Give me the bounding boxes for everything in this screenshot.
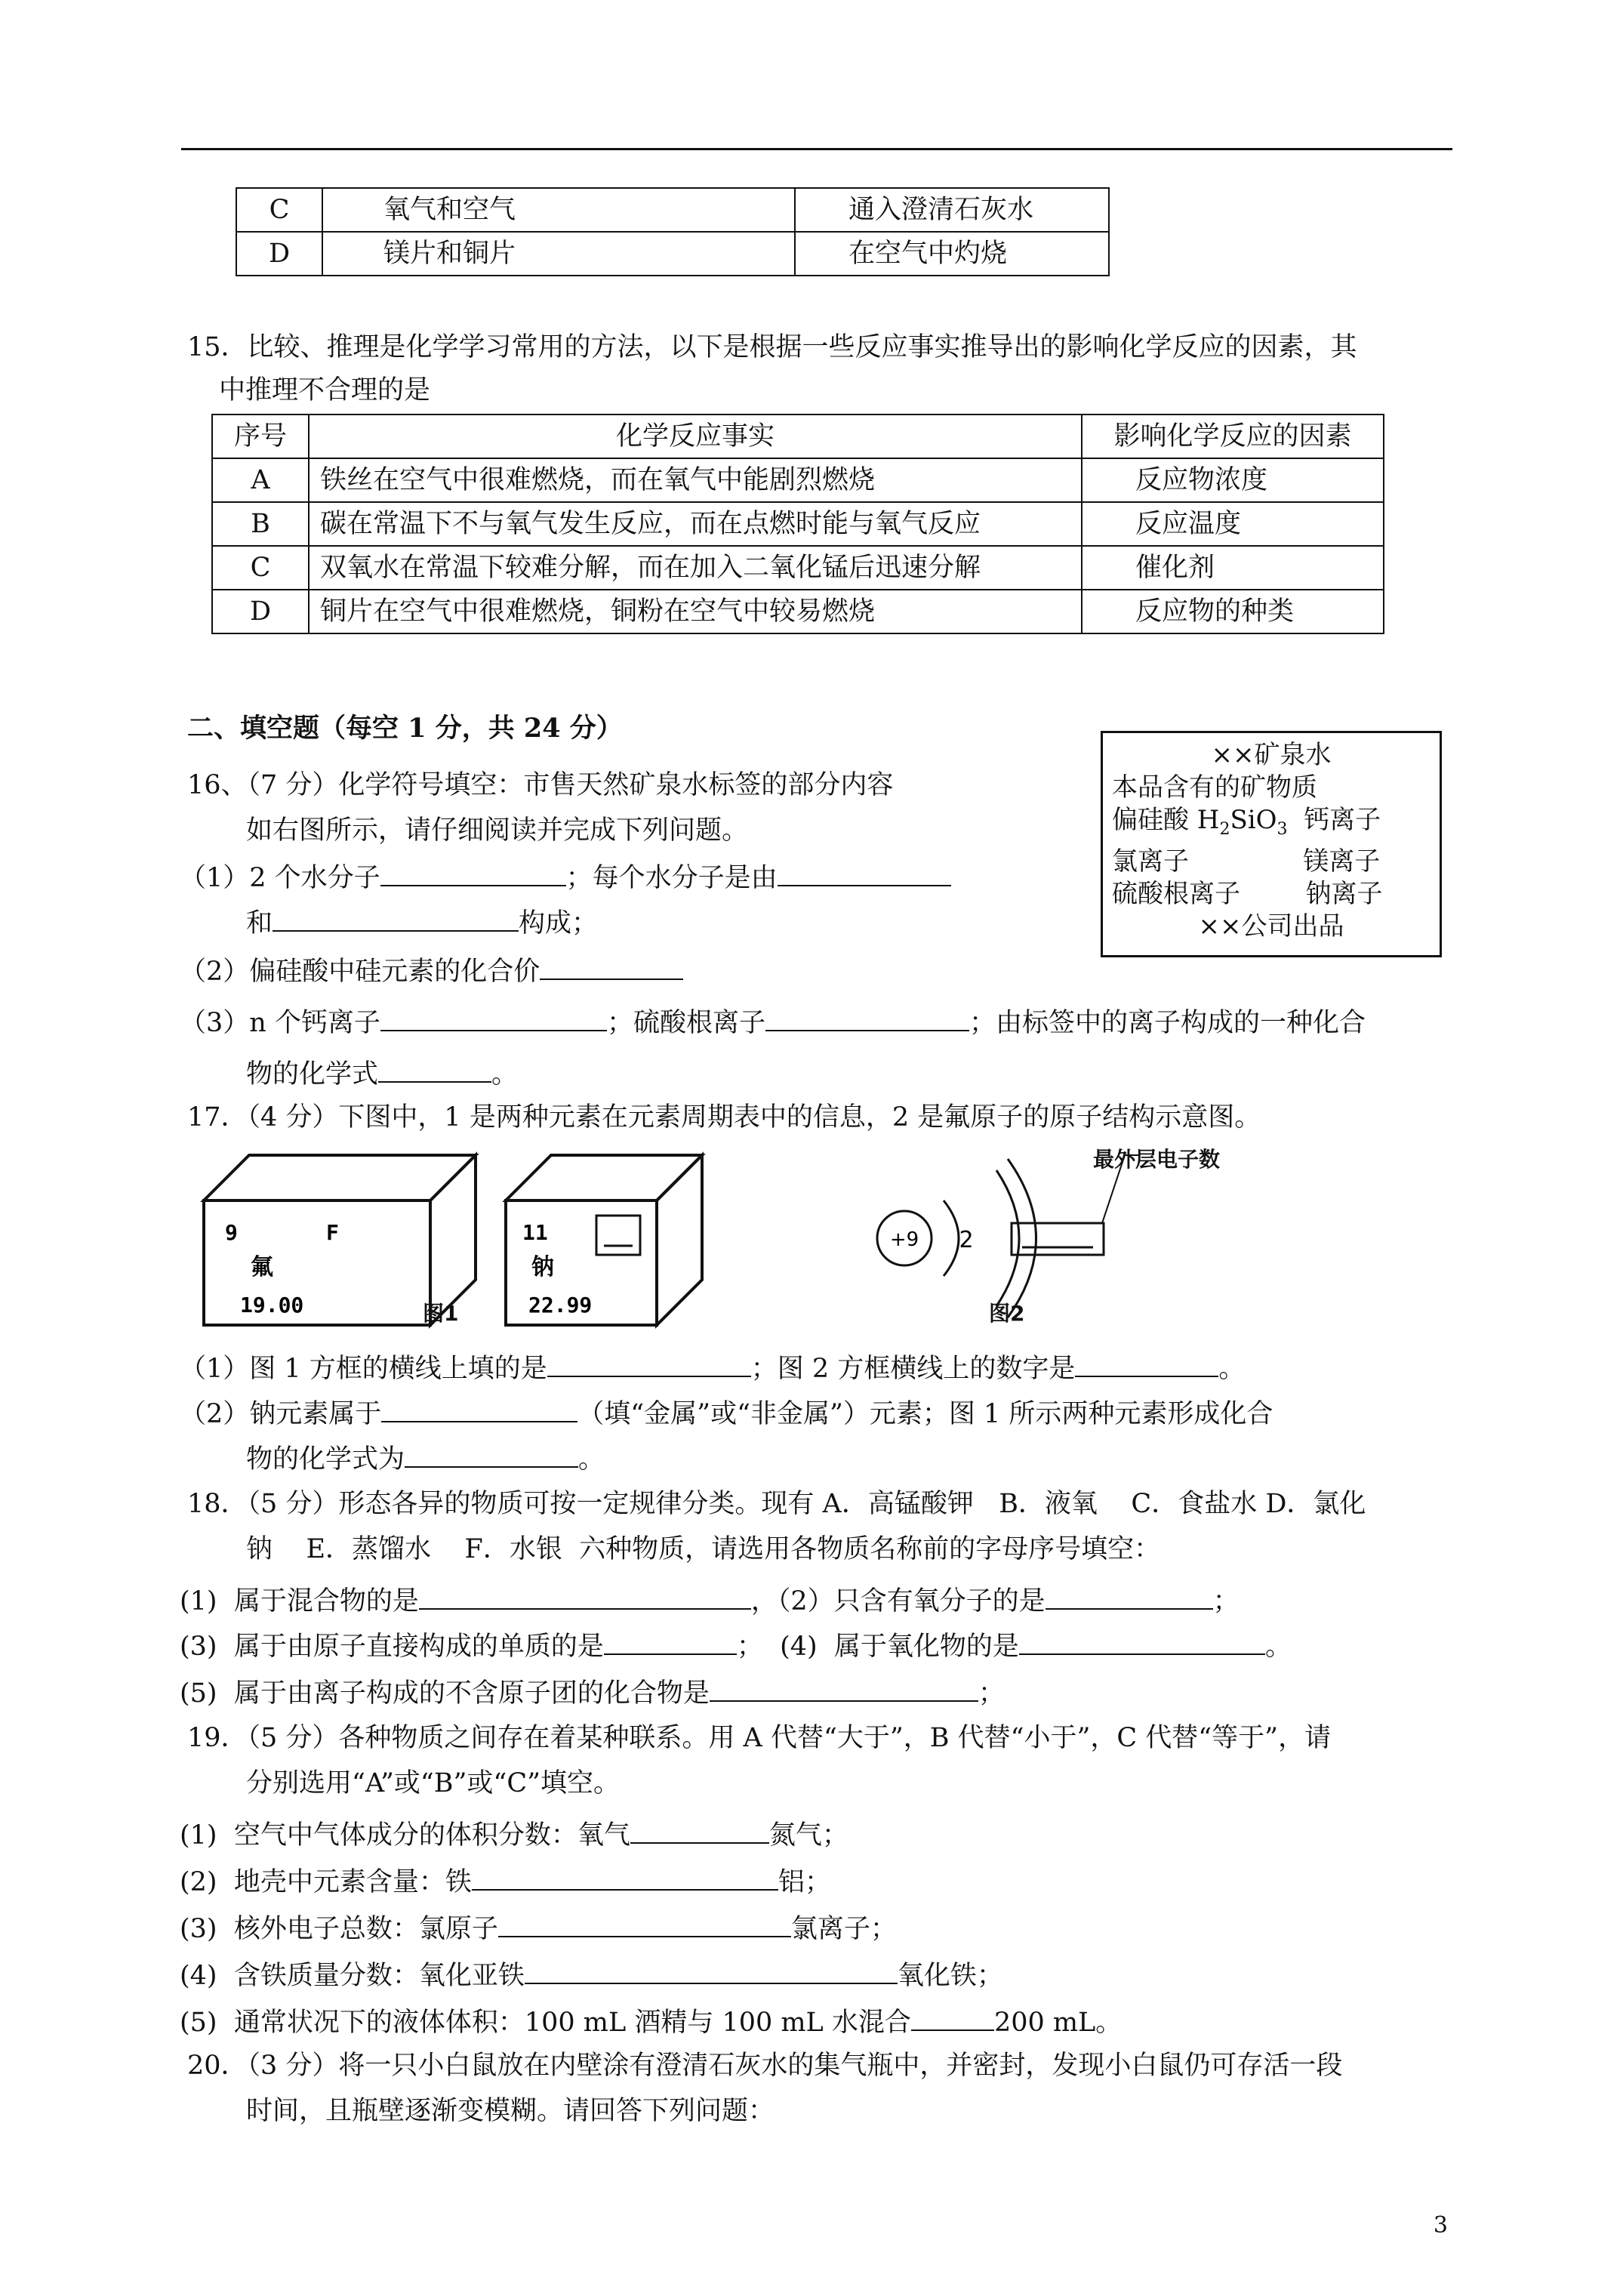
atomic-number: 11 <box>522 1220 548 1245</box>
inner-shell-count: 2 <box>959 1227 974 1253</box>
answer-blank[interactable] <box>525 1957 898 1984</box>
symbol-blank-box[interactable] <box>596 1216 640 1255</box>
figure-2-label: 图2 <box>989 1301 1025 1326</box>
q16-line3: （1）2 个水分子 ；每个水分子是由 <box>180 859 951 895</box>
answer-blank[interactable] <box>378 1056 491 1083</box>
answer-blank[interactable] <box>380 1004 607 1031</box>
q20-line2: 时间，且瓶壁逐渐变模糊。请回答下列问题： <box>246 2096 775 2126</box>
answer-blank[interactable] <box>1019 1628 1265 1655</box>
q16-line4: 和 构成； <box>246 905 598 940</box>
q15-line2: 中推理不合理的是 <box>219 375 431 405</box>
table-row: D 镁片和铜片 在空气中灼烧 <box>236 232 1109 276</box>
table-header-row: 序号 化学反应事实 影响化学反应的因素 <box>212 415 1384 458</box>
header-rule <box>181 148 1452 150</box>
table-q14-continued <box>236 187 1110 276</box>
answer-blank[interactable] <box>419 1583 751 1610</box>
periodic-box-sodium <box>506 1155 702 1325</box>
q18-line2: 钠 E．蒸馏水 F．水银 六种物质，请选用各物质名称前的字母序号填空： <box>246 1534 1161 1564</box>
answer-blank[interactable] <box>1075 1350 1218 1377</box>
q18-line1: 18．（5 分）形态各异的物质可按一定规律分类。现有 A．高锰酸钾 B．液氧 C．食盐水 D．氯化 <box>187 1489 1366 1519</box>
q19-line6: (4) 含铁质量分数：氧化亚铁 氧化铁； <box>180 1957 1003 1992</box>
element-name: 氟 <box>251 1254 273 1281</box>
section-heading: 二、填空题（每空 1 分，共 24 分） <box>187 713 623 744</box>
q18-line5: (5) 属于由离子构成的不含原子团的化合物是 ； <box>180 1675 1005 1710</box>
q19-line2: 分别选用“A”或“B”或“C”填空。 <box>246 1768 620 1798</box>
q17-line4: 物的化学式为 。 <box>246 1441 605 1476</box>
answer-blank[interactable] <box>498 1910 791 1937</box>
q17-line2: （1）图 1 方框的横线上填的是 ；图 2 方框横线上的数字是 。 <box>180 1350 1245 1385</box>
table-row: C 双氧水在常温下较难分解，而在加入二氧化锰后迅速分解 催化剂 <box>212 546 1384 590</box>
atomic-mass: 19.00 <box>240 1293 304 1318</box>
answer-blank[interactable] <box>765 1004 969 1031</box>
answer-blank[interactable] <box>405 1441 578 1468</box>
answer-blank[interactable] <box>911 2004 994 2031</box>
q19-line7: (5) 通常状况下的液体体积：100 mL 酒精与 100 mL 水混合 200 mL。 <box>180 2004 1122 2039</box>
q19-line1: 19．（5 分）各种物质之间存在着某种联系。用 A 代替“大于”，B 代替“小于”，C 代替“等于”，请 <box>187 1723 1332 1753</box>
q16-line2: 如右图所示，请仔细阅读并完成下列问题。 <box>246 815 749 846</box>
answer-blank[interactable] <box>1046 1583 1213 1610</box>
answer-blank[interactable] <box>710 1675 978 1702</box>
q20-line1: 20．（3 分）将一只小白鼠放在内壁涂有澄清石灰水的集气瓶中，并密封，发现小白鼠仍可存活一段 <box>187 2051 1343 2081</box>
table-row: B 碳在常温下不与氧气发生反应，而在点燃时能与氧气反应 反应温度 <box>212 502 1384 546</box>
answer-blank[interactable] <box>540 953 683 980</box>
table-row: C 氧气和空气 通入澄清石灰水 <box>236 188 1109 232</box>
atomic-number: 9 <box>225 1220 238 1245</box>
mineral-water-label: ××矿泉水 本品含有的矿物质 偏硅酸 $H_2SiO_3$ 钙离子 氯离子 镁离子 硫酸根离子 钠离子 ××公司出品 <box>1101 731 1442 957</box>
figure-1-label: 图1 <box>423 1301 459 1326</box>
q19-line5: (3) 核外电子总数：氯原子 氯离子； <box>180 1910 897 1946</box>
element-symbol: F <box>326 1220 339 1245</box>
q16-line1: 16、（7 分）化学符号填空：市售天然矿泉水标签的部分内容 <box>187 770 894 800</box>
atomic-mass: 22.99 <box>528 1293 593 1318</box>
q17-line1: 17．（4 分）下图中，1 是两种元素在元素周期表中的信息，2 是氟原子的原子结构示意图。 <box>187 1102 1261 1133</box>
outer-shell-blank-box[interactable] <box>1012 1223 1104 1255</box>
answer-blank[interactable] <box>273 905 519 932</box>
table-row: D 铜片在空气中很难燃烧，铜粉在空气中较易燃烧 反应物的种类 <box>212 590 1384 633</box>
page-number: 3 <box>1433 2212 1448 2239</box>
answer-blank[interactable] <box>380 859 566 886</box>
q18-line3: (1) 属于混合物的是 ，（2）只含有氧分子的是 ； <box>180 1583 1240 1618</box>
table-q15 <box>211 414 1384 634</box>
answer-blank[interactable] <box>547 1350 751 1377</box>
answer-blank[interactable] <box>604 1628 737 1655</box>
answer-blank[interactable] <box>630 1817 769 1844</box>
q16-line6: （3）n 个钙离子 ；硫酸根离子 ；由标签中的离子构成的一种化合 <box>180 1004 1366 1040</box>
answer-blank[interactable] <box>778 859 951 886</box>
q19-line4: (2) 地壳中元素含量：铁 铝； <box>180 1863 831 1899</box>
q16-line5: （2）偏硅酸中硅元素的化合价 <box>180 953 683 988</box>
q18-line4: (3) 属于由原子直接构成的单质的是 ； (4) 属于氧化物的是 。 <box>180 1628 1292 1663</box>
q17-line3: （2）钠元素属于 （填“金属”或“非金属”）元素；图 1 所示两种元素形成化合 <box>180 1395 1273 1431</box>
callout-label: 最外层电子数 <box>1093 1147 1221 1172</box>
q15-line1: 15．比较、推理是化学学习常用的方法，以下是根据一些反应事实推导出的影响化学反应的因素，其 <box>187 332 1357 362</box>
element-name: 钠 <box>531 1254 554 1281</box>
answer-blank[interactable] <box>381 1395 577 1422</box>
q19-line3: (1) 空气中气体成分的体积分数：氧气 氮气； <box>180 1817 848 1852</box>
q16-line7: 物的化学式 。 <box>246 1056 518 1091</box>
table-row: A 铁丝在空气中很难燃烧，而在氧气中能剧烈燃烧 反应物浓度 <box>212 458 1384 502</box>
answer-blank[interactable] <box>472 1863 778 1891</box>
fluorine-atom-diagram <box>877 1155 1140 1318</box>
nucleus-charge: +9 <box>889 1228 919 1251</box>
